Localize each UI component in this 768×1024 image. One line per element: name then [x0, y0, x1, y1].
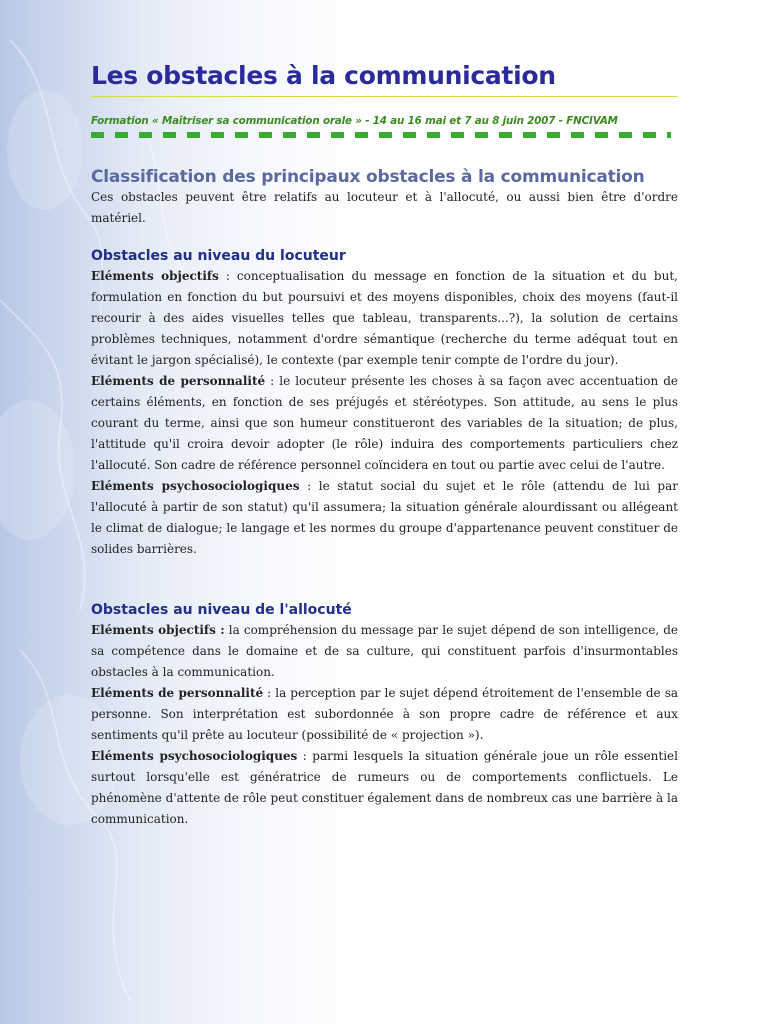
paragraph-text: : la perception par le sujet dépend étroitement de l'ensemble de sa personne. Son interprétation est subordonnée à son propre cadre de référence et aux sentiments qu'il prête au locuteur (possibilité de « projection »).	[91, 686, 679, 742]
allocute-personnalite-paragraph	[91, 683, 678, 746]
training-subtitle: Formation « Maîtriser sa communication orale » - 14 au 16 mai et 7 au 8 juin 2007 - FNCIVAM	[91, 115, 618, 127]
paragraph-lead: Eléments objectifs :	[91, 623, 225, 637]
locuteur-personnalite-paragraph	[91, 371, 678, 476]
locuteur-objectifs-paragraph	[91, 266, 678, 371]
page-title: Les obstacles à la communication	[91, 61, 556, 90]
intro-paragraph: Ces obstacles peuvent être relatifs au locuteur et à l'allocuté, ou aussi bien être d'ordre matériel.	[91, 190, 678, 225]
locuteur-heading: Obstacles au niveau du locuteur	[91, 248, 346, 264]
paragraph-lead: Eléments psychosociologiques	[91, 749, 298, 763]
paragraph-lead: Eléments de personnalité	[91, 374, 266, 388]
paragraph-text: : le locuteur présente les choses à sa façon avec accentuation de certains éléments, en fonction de ses préjugés et stéréotypes. Son attitude, au sens le plus courant du terme, ainsi que son humeur constitueront des variables de la situation; de plus, l'attitude qu'il croira devoir adopter (le rôle) induira des comportements particuliers chez l'allocuté. Son cadre de référence personnel coïncidera en tout ou partie avec celui de l'autre.	[91, 374, 679, 472]
paragraph-lead: Eléments de personnalité	[91, 686, 264, 700]
document-page	[91, 58, 678, 830]
locuteur-psycho-paragraph	[91, 476, 678, 560]
allocute-objectifs-paragraph	[91, 620, 678, 683]
allocute-psycho-paragraph	[91, 746, 678, 830]
dashed-divider	[91, 132, 671, 138]
paragraph-lead: Eléments objectifs	[91, 269, 219, 283]
allocute-heading: Obstacles au niveau de l'allocuté	[91, 602, 352, 618]
paragraph-text: : conceptualisation du message en fonction de la situation et du but, formulation en fonction du but poursuivi et des moyens disponibles, choix des moyens (faut-il recourir à des aides visuelles telles que tableau, transparents...?), la solution de certains problèmes techniques, notamment d'ordre sémantique (recherche du terme adéquat tout en évitant le jargon spécialisé), le contexte (par exemple tenir compte de l'ordre du jour).	[91, 269, 678, 367]
paragraph-text: : parmi lesquels la situation générale joue un rôle essentiel surtout lorsqu'elle est génératrice de rumeurs ou de comportements conflictuels. Le phénomène d'attente de rôle peut constituer également dans de nombreux cas une barrière à la communication.	[91, 749, 678, 826]
paragraph-text: : le statut social du sujet et le rôle (attendu de lui par l'allocuté à partir de son statut) qu'il assumera; la situation générale alourdissant ou allégeant le climat de dialogue; le langage et les normes du groupe d'appartenance peuvent constituer de solides barrières.	[91, 479, 678, 556]
paragraph-text: la compréhension du message par le sujet dépend de son intelligence, de sa compétence dans le domaine et de sa culture, qui constituent parfois d'insurmontables obstacles à la communication.	[91, 623, 678, 679]
paragraph-lead: Eléments psychosociologiques	[91, 479, 300, 493]
section-title: Classification des principaux obstacles à la communication	[91, 167, 645, 187]
title-underline	[91, 96, 678, 97]
